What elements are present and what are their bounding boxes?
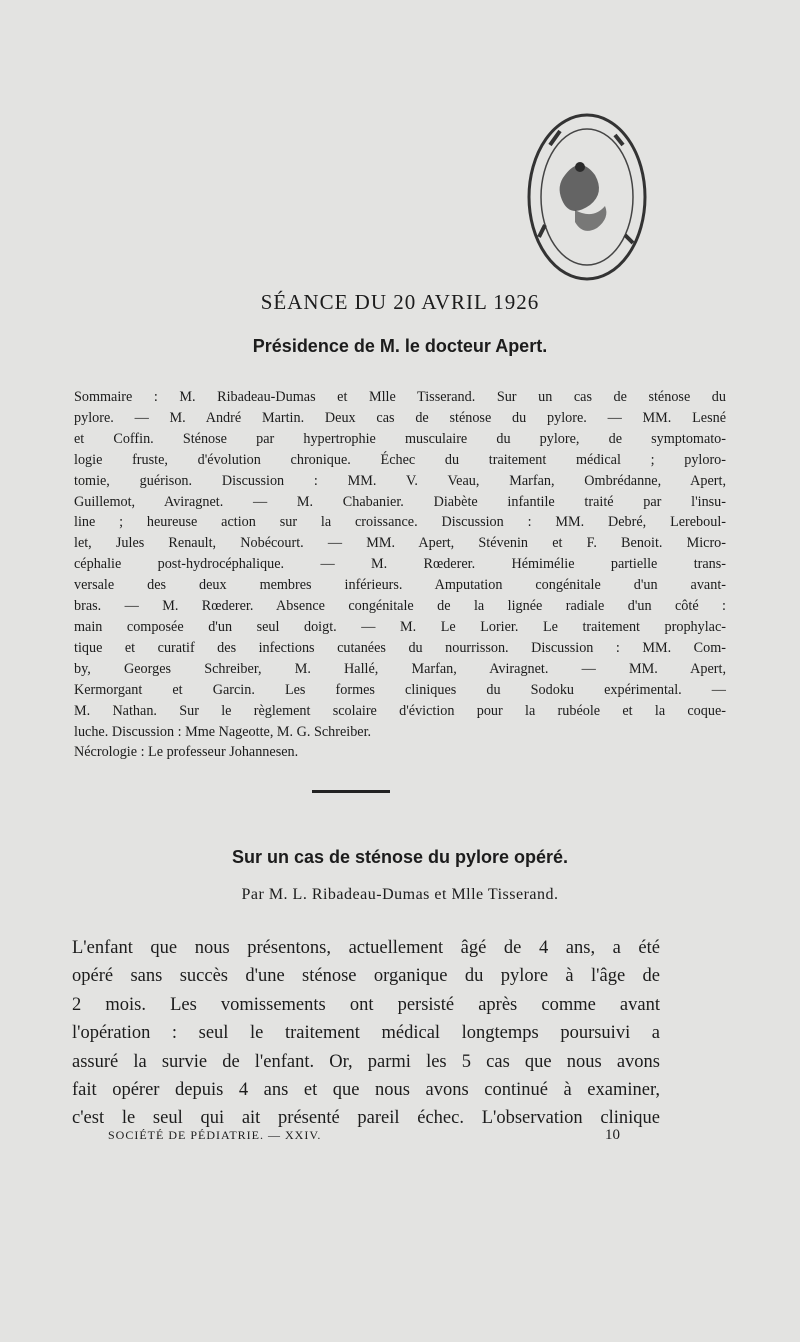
body-line: opéré sans succès d'une sténose organique du pylore à l'âge de <box>72 966 660 987</box>
sommaire-block <box>74 387 726 763</box>
sommaire-line: luche. Discussion : Mme Nageotte, M. G. Schreiber. <box>74 723 372 740</box>
page-footer <box>108 1128 620 1143</box>
article-title: Sur un cas de sténose du pylore opéré. <box>231 847 569 867</box>
seance-heading: SÉANCE DU 20 AVRIL 1926 <box>260 290 540 314</box>
sommaire-line: M. Nathan. Sur le règlement scolaire d'éviction pour la rubéole et la coque- <box>74 702 726 719</box>
sommaire-line: Sommaire : M. Ribadeau-Dumas et Mlle Tisserand. Sur un cas de sténose du <box>74 389 726 405</box>
sommaire-line: Kermorgant et Garcin. Les formes cliniques du Sodoku expérimental. — <box>74 681 726 698</box>
article-body <box>72 934 660 1133</box>
sommaire-line: céphalie post-hydrocéphalique. — M. Rœderer. Hémimélie partielle trans- <box>74 556 726 573</box>
page-number: 10 <box>605 1127 620 1143</box>
sommaire-line: pylore. — M. André Martin. Deux cas de sténose du pylore. — MM. Lesné <box>74 409 726 426</box>
sommaire-line: line ; heureuse action sur la croissance. Discussion : MM. Debré, Lereboul- <box>74 514 726 531</box>
sommaire-line: logie fruste, d'évolution chronique. Échec du traitement médical ; pyloro- <box>74 451 726 468</box>
sommaire-line: main composée d'un seul doigt. — M. Le Lorier. Le traitement prophylac- <box>74 618 726 635</box>
body-line: l'opération : seul le traitement médical longtemps poursuivi a <box>72 1023 660 1044</box>
sommaire-line: Guillemot, Aviragnet. — M. Chabanier. Diabète infantile traité par l'insu- <box>74 493 726 510</box>
presidence-heading: Présidence de M. le docteur Apert. <box>252 336 548 356</box>
library-stamp-icon <box>520 105 655 290</box>
sommaire-line: tique et curatif des infections cutanées du nourrisson. Discussion : MM. Com- <box>74 639 726 656</box>
necrologie-line: Nécrologie : Le professeur Johannesen. <box>74 744 299 761</box>
sommaire-line: tomie, guérison. Discussion : MM. V. Veau, Marfan, Ombrédanne, Apert, <box>74 472 726 489</box>
sommaire-line: versale des deux membres inférieurs. Amputation congénitale d'un avant- <box>74 577 726 594</box>
section-divider <box>312 790 390 793</box>
body-line: 2 mois. Les vomissements ont persisté après comme avant <box>72 994 660 1015</box>
sommaire-line: bras. — M. Rœderer. Absence congénitale de la lignée radiale d'un côté : <box>74 598 726 615</box>
article-byline: Par M. L. Ribadeau-Dumas et Mlle Tisserand. <box>241 886 559 903</box>
sommaire-line: by, Georges Schreiber, M. Hallé, Marfan, Aviragnet. — MM. Apert, <box>74 660 726 677</box>
body-line: fait opérer depuis 4 ans et que nous avons continué à examiner, <box>72 1080 660 1101</box>
body-line: c'est le seul qui ait présenté pareil échec. L'observation clinique <box>72 1108 660 1129</box>
sommaire-line: et Coffin. Sténose par hypertrophie musculaire du pylore, de symptomato- <box>74 430 726 447</box>
journal-running-head: SOCIÉTÉ DE PÉDIATRIE. — XXIV. <box>108 1128 322 1142</box>
body-line: assuré la survie de l'enfant. Or, parmi les 5 cas que nous avons <box>72 1051 660 1072</box>
body-line: L'enfant que nous présentons, actuellement âgé de 4 ans, a été <box>72 938 660 958</box>
sommaire-line: let, Jules Renault, Nobécourt. — MM. Apert, Stévenin et F. Benoit. Micro- <box>74 535 726 552</box>
